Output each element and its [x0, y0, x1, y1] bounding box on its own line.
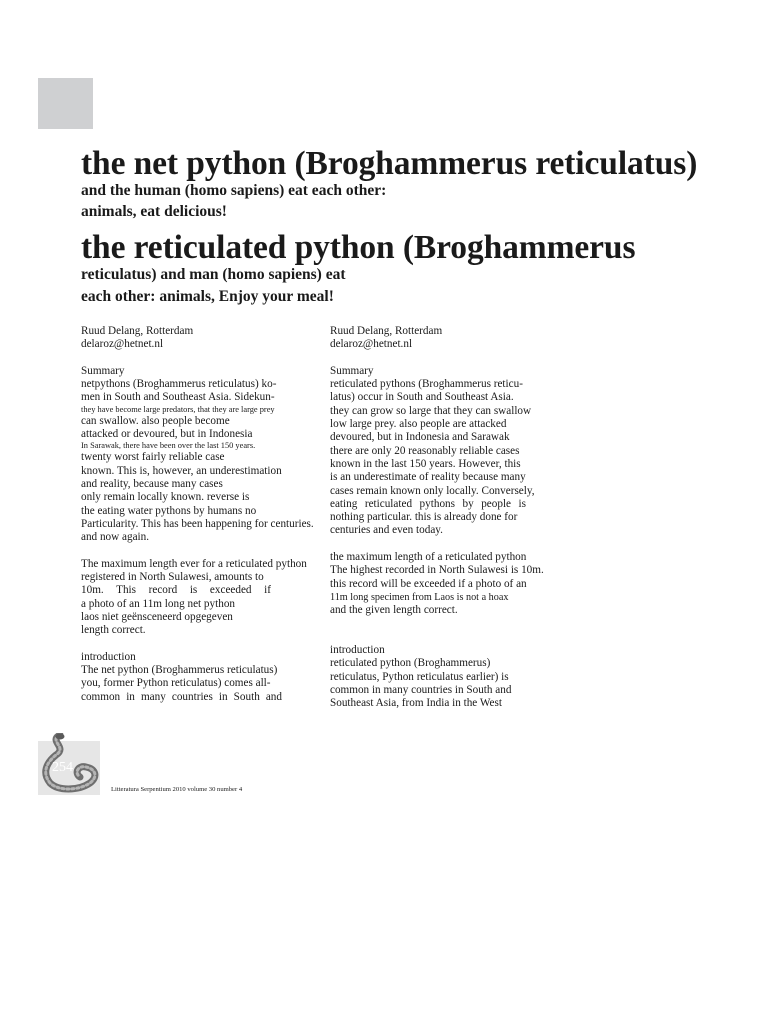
length-heading: the maximum length of a reticulated python: [330, 551, 527, 564]
length-line: and the given length correct.: [330, 604, 458, 617]
summary-line: and now again.: [81, 531, 150, 544]
introduction-heading: introduction: [81, 650, 136, 663]
summary-line: known. This is, however, an underestimation: [81, 464, 282, 477]
length-line: a photo of an 11m long net python: [81, 597, 236, 610]
introduction-line: reticulated python (Broghammerus): [330, 657, 491, 670]
summary-line: they can grow so large that they can swallow: [330, 404, 532, 417]
summary-line: devoured, but in Indonesia and Sarawak: [330, 431, 510, 444]
summary-line: low large prey. also people are attacked: [330, 418, 507, 431]
subtitle-alternate-line2: each other: animals, Enjoy your meal!: [81, 288, 334, 305]
summary-line: nothing particular. this is already done for: [330, 511, 518, 524]
length-line: this record will be exceeded if a photo of an: [330, 577, 527, 590]
summary-line: latus) occur in South and Southeast Asia.: [330, 391, 514, 404]
title-alternate: the reticulated python (Broghammerus: [81, 229, 636, 266]
introduction-line: you, former Python reticulatus) comes all-: [81, 677, 271, 690]
introduction-line: common in many countries in South and: [81, 690, 282, 703]
summary-line: can swallow. also people become: [81, 414, 230, 427]
title-english: the net python (Broghammerus reticulatus): [81, 145, 698, 182]
introduction-line: reticulatus, Python reticulatus earlier) is: [330, 670, 509, 683]
length-line: 11m long specimen from Laos is not a hoax: [330, 591, 509, 603]
introduction-line: The net python (Broghammerus reticulatus): [81, 664, 278, 677]
right-column: [330, 325, 570, 711]
author-name: Ruud Delang, Rotterdam: [81, 325, 194, 337]
summary-line: Particularity. This has been happening for centuries.: [81, 517, 314, 530]
summary-line: attacked or devoured, but in Indonesia: [81, 428, 253, 441]
summary-line: eating reticulated pythons by people is: [330, 497, 526, 510]
author-name: Ruud Delang, Rotterdam: [330, 325, 443, 337]
author-email: delaroz@hetnet.nl: [81, 338, 164, 351]
left-column: [81, 325, 321, 704]
summary-line: netpythons (Broghammerus reticulatus) ko-: [81, 378, 277, 391]
length-line: The highest recorded in North Sulawesi is 10m.: [330, 564, 544, 577]
length-line: registered in North Sulawesi, amounts to: [81, 571, 264, 584]
summary-line: and reality, because many cases: [81, 477, 223, 490]
summary-line: known in the last 150 years. However, this: [330, 457, 521, 470]
length-line: laos niet geënsceneerd opgegeven: [81, 610, 233, 623]
corner-decoration: [38, 78, 93, 129]
summary-line: they have become large predators, that they are large prey: [81, 404, 275, 414]
introduction-line: common in many countries in South and: [330, 684, 512, 697]
summary-line: only remain locally known. reverse is: [81, 491, 250, 504]
summary-line: is an underestimate of reality because many: [330, 471, 526, 484]
summary-line: centuries and even today.: [330, 524, 443, 537]
length-line: length correct.: [81, 624, 146, 637]
summary-line: there are only 20 reasonably reliable cases: [330, 444, 520, 457]
subtitle-alternate-line1: reticulatus) and man (homo sapiens) eat: [81, 266, 346, 283]
subtitle-english-line2: animals, eat delicious!: [81, 203, 227, 220]
length-line: 10m. This record is exceeded if: [81, 584, 271, 597]
summary-heading: Summary: [81, 364, 125, 377]
summary-line: In Sarawak, there have been over the last 150 years.: [81, 441, 256, 451]
journal-citation: Litteratura Serpentium 2010 volume 30 number 4: [111, 786, 243, 793]
author-email: delaroz@hetnet.nl: [330, 338, 413, 351]
summary-line: men in South and Southeast Asia. Sidekun-: [81, 391, 275, 404]
introduction-heading: introduction: [330, 644, 385, 657]
introduction-line: Southeast Asia, from India in the West: [330, 697, 502, 710]
summary-heading: Summary: [330, 364, 374, 377]
page-number: 254: [52, 760, 73, 775]
summary-line: twenty worst fairly reliable case: [81, 451, 225, 464]
subtitle-english-line1: and the human (homo sapiens) eat each other:: [81, 182, 387, 199]
summary-line: reticulated pythons (Broghammerus reticu-: [330, 378, 523, 391]
summary-line: the eating water pythons by humans no: [81, 504, 257, 517]
summary-line: cases remain known only locally. Conversely,: [330, 484, 535, 497]
length-line: The maximum length ever for a reticulated python: [81, 557, 307, 570]
